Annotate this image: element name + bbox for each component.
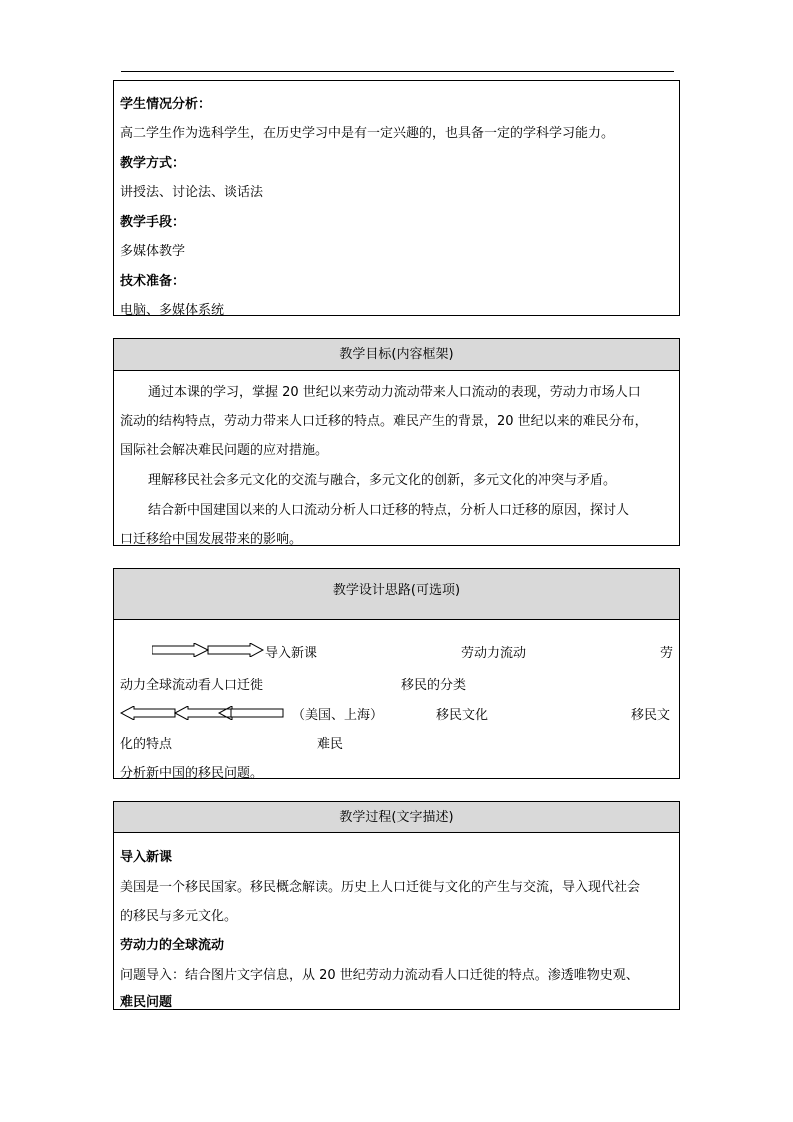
- right-arrows-graphic: [152, 643, 264, 657]
- flow-usa-shanghai: （美国、上海）: [292, 708, 384, 723]
- goals-para2: 理解移民社会多元文化的交流与融合，多元文化的创新，多元文化的冲突与矛盾。: [148, 473, 617, 488]
- right-arrow-2: [208, 643, 263, 657]
- design-ideas-box: [113, 568, 680, 779]
- teaching-method-text: 讲授法、讨论法、谈话法: [120, 185, 264, 200]
- flow-imm-wen: 移民文: [631, 708, 671, 723]
- teaching-means-label: 教学手段：: [120, 215, 186, 230]
- flow-labor: 劳动力流动: [461, 646, 527, 661]
- goals-para3-line2: 口迁移给中国发展带来的影响。: [120, 532, 303, 547]
- goals-para1-line1: 通过本课的学习，掌握 20 世纪以来劳动力流动带来人口流动的表现，劳动力市场人口: [148, 385, 641, 400]
- flow-line2-mid: 移民的分类: [401, 678, 467, 693]
- process-section1-line2: 的移民与多元文化。: [120, 909, 238, 924]
- process-section2-title: 劳动力的全球流动: [120, 938, 225, 953]
- tech-prep-label: 技术准备：: [120, 274, 186, 289]
- left-arrow-1: [219, 706, 283, 720]
- process-section1-title: 导入新课: [120, 850, 173, 865]
- flow-lao: 劳: [660, 646, 674, 661]
- flow-line5: 分析新中国的移民问题。: [120, 766, 264, 781]
- left-arrows-graphic: [120, 706, 284, 720]
- teaching-process-header: 教学过程(文字描述): [114, 802, 679, 833]
- student-analysis-box: [113, 80, 680, 316]
- process-section1-line1: 美国是一个移民国家。移民概念解读。历史上人口迁徙与文化的产生与交流，导入现代社会: [120, 880, 641, 895]
- flow-line2-left: 动力全球流动看人口迁徙: [120, 678, 264, 693]
- right-arrow-1: [152, 643, 208, 657]
- teaching-goals-header: 教学目标(内容框架): [114, 339, 679, 371]
- teaching-means-text: 多媒体教学: [120, 244, 186, 259]
- process-section3-title: 难民问题: [120, 995, 173, 1010]
- teaching-method-label: 教学方式：: [120, 156, 186, 171]
- design-ideas-header: 教学设计思路(可选项): [114, 569, 679, 620]
- left-arrow-3: [121, 706, 175, 720]
- student-analysis-label: 学生情况分析：: [120, 97, 212, 112]
- top-rule: [121, 71, 674, 72]
- tech-prep-text: 电脑、多媒体系统: [120, 303, 225, 318]
- goals-para1-line3: 国际社会解决难民问题的应对措施。: [120, 443, 329, 458]
- student-analysis-text: 高二学生作为选科学生，在历史学习中是有一定兴趣的，也具备一定的学科学习能力。: [120, 126, 615, 141]
- teaching-goals-box: [113, 338, 680, 546]
- flow-line4-left: 化的特点: [120, 737, 173, 752]
- flow-intro: 导入新课: [265, 646, 318, 661]
- flow-refugee: 难民: [317, 737, 344, 752]
- teaching-process-box: [113, 801, 680, 1010]
- process-section2-line1: 问题导入：结合图片文字信息，从 20 世纪劳动力流动看人口迁徙的特点。渗透唯物史观、: [120, 968, 639, 983]
- goals-para3-line1: 结合新中国建国以来的人口流动分析人口迁移的特点，分析人口迁移的原因，探讨人: [148, 503, 630, 518]
- goals-para1-line2: 流动的结构特点，劳动力带来人口迁移的特点。难民产生的背景，20 世纪以来的难民分布，: [120, 414, 648, 429]
- left-arrow-2: [175, 706, 231, 720]
- flow-imm-culture: 移民文化: [436, 708, 489, 723]
